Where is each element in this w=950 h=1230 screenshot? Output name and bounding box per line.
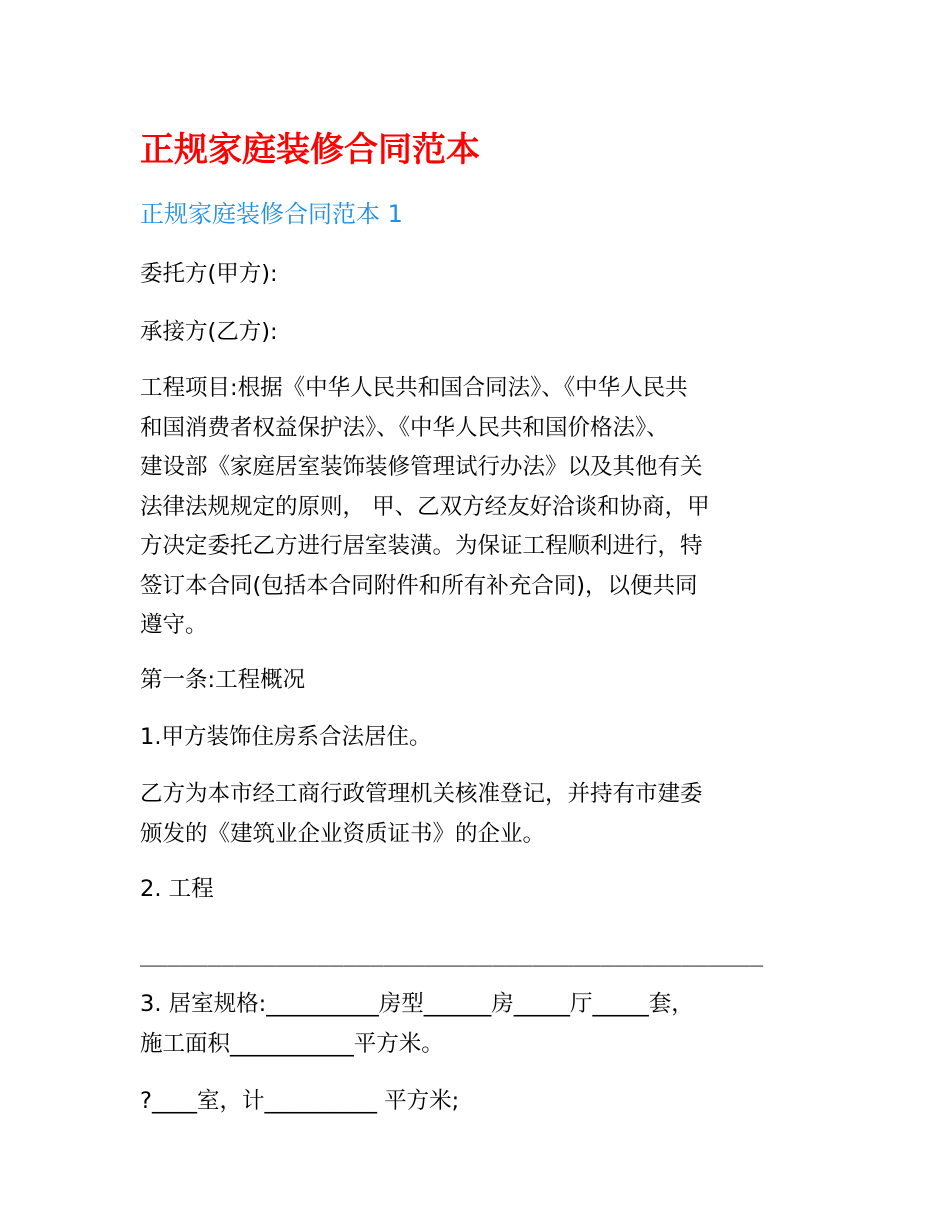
project-intro-line: 建设部《家庭居室装饰装修管理试行办法》以及其他有关 bbox=[140, 454, 703, 480]
project-intro-line: 方决定委托乙方进行居室装潢。为保证工程顺利进行，特 bbox=[140, 533, 703, 559]
party-a-line: 委托方(甲方): bbox=[140, 261, 278, 287]
project-intro-paragraph bbox=[140, 369, 812, 646]
item-2-line: 2. 工程 bbox=[140, 876, 214, 902]
contractor-description-line: 颁发的《建筑业企业资质证书》的企业。 bbox=[140, 820, 546, 847]
document-title: 正规家庭装修合同范本 bbox=[140, 130, 480, 170]
item-3-line: 施工面积___________平方米。 bbox=[140, 1030, 444, 1057]
project-intro-line: 法律法规规定的原则， 甲、乙双方经友好洽谈和协商，甲 bbox=[140, 493, 710, 520]
contractor-description bbox=[140, 775, 812, 854]
item-1-line: 1.甲方装饰住房系合法居住。 bbox=[140, 724, 432, 750]
article-1-heading: 第一条:工程概况 bbox=[140, 667, 306, 693]
project-intro-line: 签订本合同(包括本合同附件和所有补充合同)，以便共同 bbox=[140, 572, 698, 599]
item-3-line: 3. 居室规格:__________房型______房_____厅_____套， bbox=[140, 991, 694, 1017]
item-3-paragraph bbox=[140, 985, 812, 1064]
project-intro-line: 遵守。 bbox=[140, 612, 208, 638]
project-intro-line: 和国消费者权益保护法》、《中华人民共和国价格法》、 bbox=[140, 414, 669, 441]
item-2-blank-line: ______________________________________________ bbox=[140, 941, 764, 967]
room-area-line: ?____室，计__________ 平方米; bbox=[140, 1088, 460, 1114]
project-intro-line: 工程项目:根据《中华人民共和国合同法》、《中华人民共 bbox=[140, 375, 688, 401]
party-b-line: 承接方(乙方): bbox=[140, 319, 278, 345]
document-subtitle: 正规家庭装修合同范本 1 bbox=[140, 200, 403, 228]
contractor-description-line: 乙方为本市经工商行政管理机关核准登记，并持有市建委 bbox=[140, 781, 703, 807]
